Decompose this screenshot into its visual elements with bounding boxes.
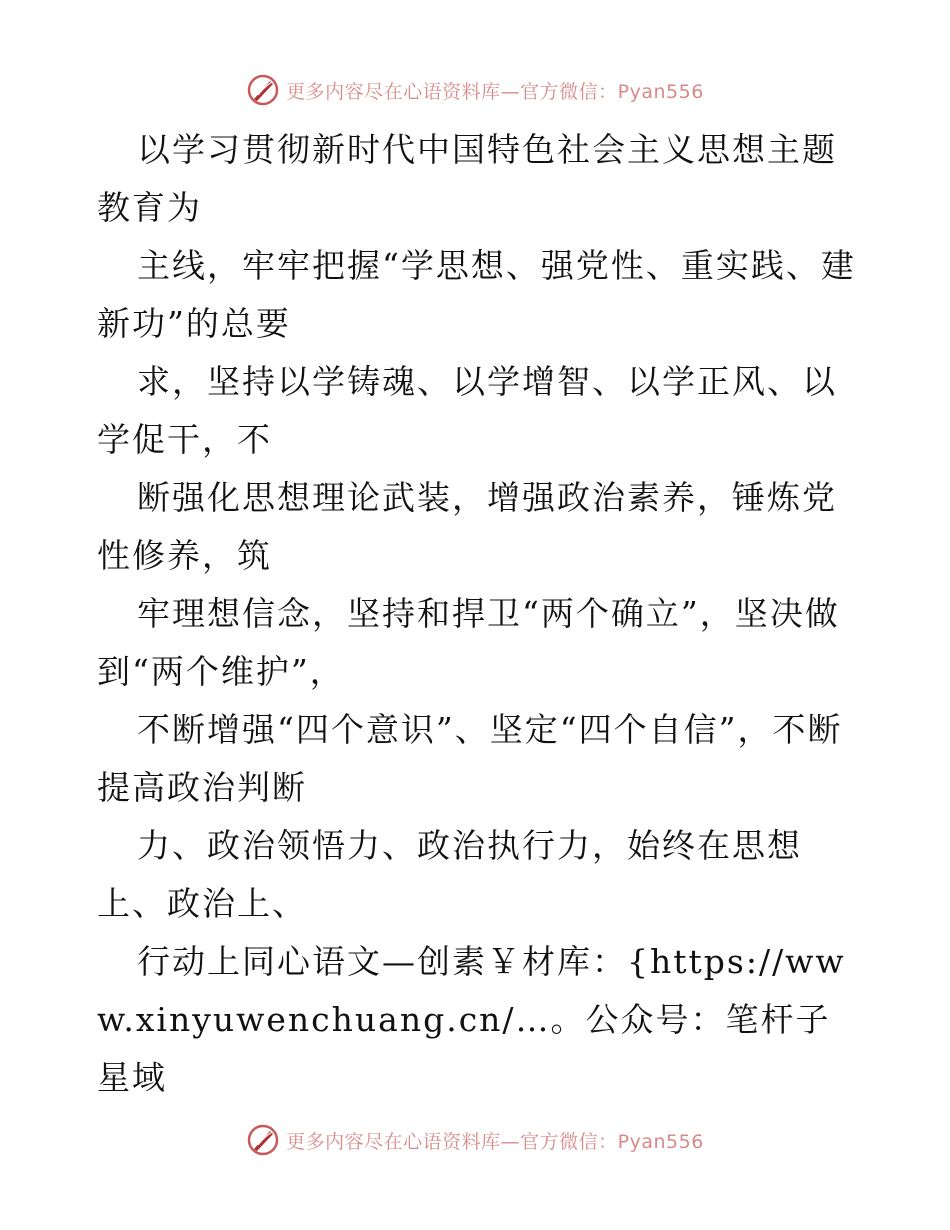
watermark-text: 更多内容尽在心语资料库—官方微信：Pyan556 bbox=[286, 80, 704, 103]
paragraph-3: 求，坚持以学铸魂、以学增智、以学正风、以学促干，不 bbox=[97, 362, 837, 459]
quill-logo-icon bbox=[246, 1123, 280, 1157]
document-body bbox=[97, 121, 857, 1107]
paragraph-6: 不断增强“四个意识”、坚定“四个自信”，不断提高政治判断 bbox=[97, 710, 843, 807]
paragraph-4: 断强化思想理论武装，增强政治素养，锤炼党性修养，筑 bbox=[97, 478, 837, 575]
paragraph-2: 主线，牢牢把握“学思想、强党性、重实践、建新功”的总要 bbox=[97, 246, 856, 343]
paragraph-5: 牢理想信念，坚持和捍卫“两个确立”，坚决做到“两个维护”， bbox=[97, 594, 840, 691]
footer-watermark bbox=[0, 1120, 950, 1160]
watermark-text: 更多内容尽在心语资料库—官方微信：Pyan556 bbox=[286, 1130, 704, 1153]
paragraph-8: 行动上同心语文—创素￥材库：{https://www.xinyuwenchuang.cn/…。公众号：笔杆子星域 bbox=[97, 942, 846, 1097]
header-watermark bbox=[0, 70, 950, 110]
quill-logo-icon bbox=[246, 73, 280, 107]
paragraph-7: 力、政治领悟力、政治执行力，始终在思想上、政治上、 bbox=[97, 826, 802, 923]
paragraph-1: 以学习贯彻新时代中国特色社会主义思想主题教育为 bbox=[97, 130, 837, 227]
